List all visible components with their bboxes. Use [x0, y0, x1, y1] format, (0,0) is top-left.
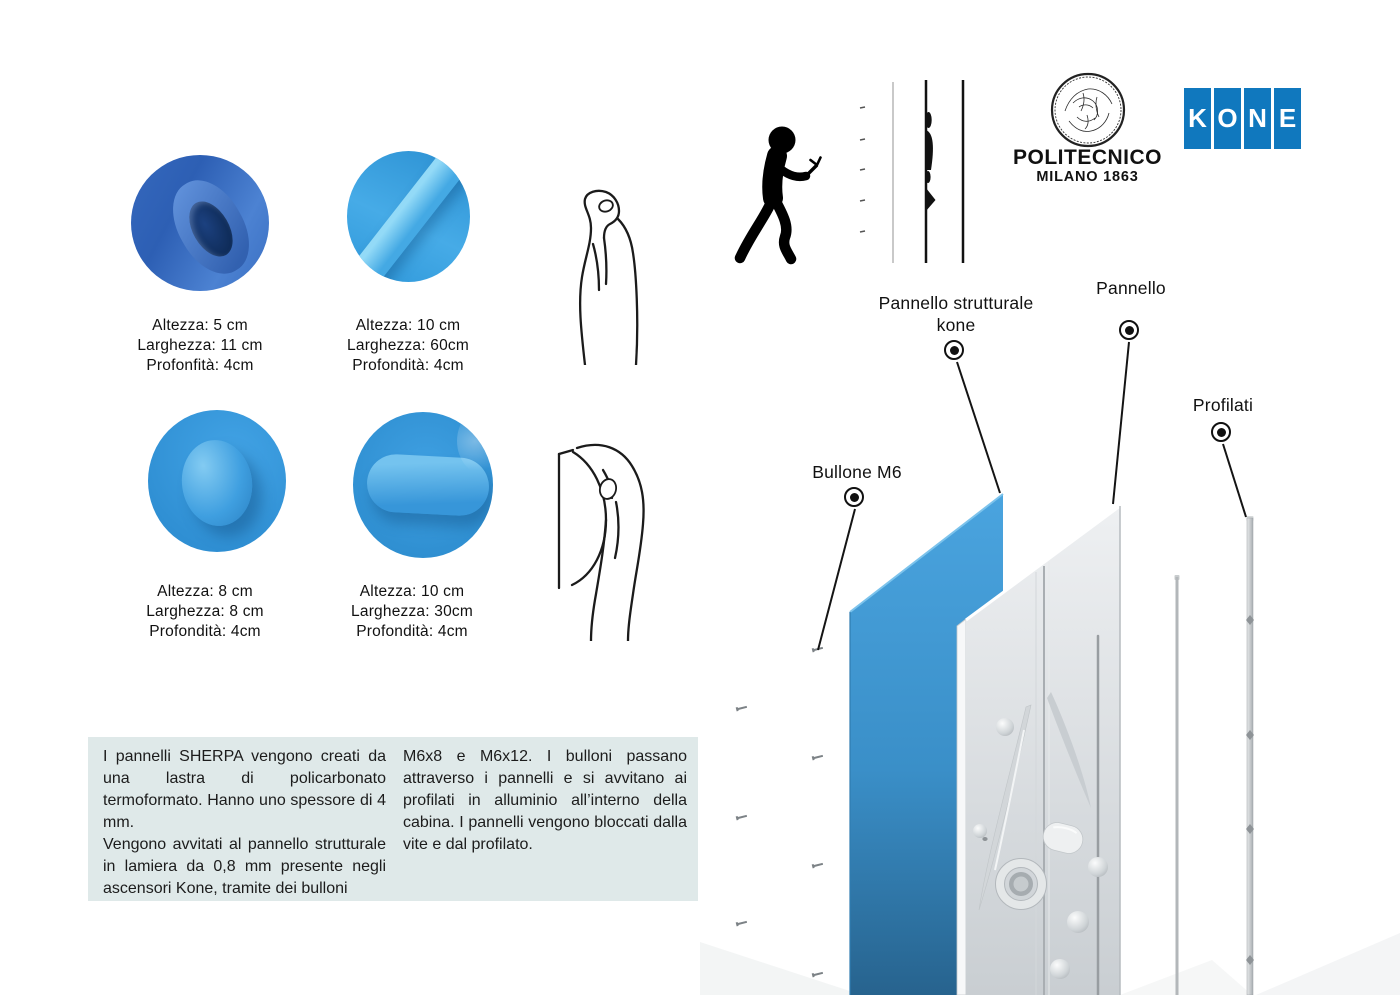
spec-line: Larghezza: 60cm: [347, 337, 469, 354]
description-box: [88, 737, 698, 901]
spec-line: Profonfità: 4cm: [146, 357, 254, 374]
panel-section-drawing: [855, 75, 975, 270]
hand-grip-top-icon: [560, 180, 660, 365]
kone-tile: [1244, 88, 1271, 149]
politecnico-seal-icon: [1049, 71, 1127, 149]
spec-handle-slot: [110, 316, 290, 376]
kone-logo: [1184, 88, 1301, 149]
callout-marker-pannello: [1119, 320, 1139, 340]
render-circle-long-ridge: [347, 151, 470, 282]
profilati-bar: [1246, 516, 1254, 995]
render-circle-handle-slot: [131, 155, 269, 291]
hand-grip-side-icon: [545, 436, 653, 641]
kone-letter: N: [1248, 103, 1267, 133]
callout-marker-strutturale: [944, 340, 964, 360]
callout-marker-bullone: [844, 487, 864, 507]
kone-letter: O: [1217, 103, 1238, 133]
spec-dome: [115, 582, 295, 642]
walking-installer-icon: [733, 118, 823, 268]
callout-label-profilati: Profilati: [1192, 395, 1254, 415]
politecnico-name: POLITECNICO: [1012, 146, 1162, 169]
description-column-2: [403, 746, 687, 856]
spec-line: Larghezza: 11 cm: [137, 337, 263, 354]
callout-label-pannello-strutturale: [868, 292, 1044, 336]
description-paragraph: I pannelli SHERPA vengono creati da una lastra di policarbonato termoformato. Hanno uno spessore di 4 mm.: [103, 748, 386, 831]
callout-label-pannello: Pannello: [1096, 278, 1166, 298]
description-paragraph: M6x8 e M6x12. I bulloni passano attraverso i pannelli e si avvitano ai profilati in alluminio all’interno della cabina. I pannelli vengono bloccati dalla vite e dal profilato.: [403, 748, 687, 853]
spec-line: Altezza: 10 cm: [355, 317, 461, 334]
spec-line: Altezza: 5 cm: [152, 317, 248, 334]
kone-letter: K: [1188, 103, 1207, 133]
m6-bolts: [737, 646, 824, 977]
render-circle-dome: [148, 410, 286, 552]
render-circle-pill: [353, 412, 493, 558]
spec-pill: [322, 582, 502, 642]
kone-tile: [1214, 88, 1241, 149]
callout-label-line: Pannello strutturale: [878, 293, 1034, 313]
spec-line: Profondità: 4cm: [356, 623, 468, 640]
kone-tile: [1274, 88, 1301, 149]
spec-line: Larghezza: 30cm: [351, 603, 473, 620]
politecnico-subtitle: MILANO 1863: [1036, 169, 1139, 185]
spec-line: Altezza: 8 cm: [157, 583, 253, 600]
dome-shape: [176, 436, 257, 531]
kone-letter: E: [1278, 103, 1297, 133]
thin-profile: [1175, 575, 1180, 995]
spec-line: Larghezza: 8 cm: [146, 603, 264, 620]
spec-line: Profondità: 4cm: [149, 623, 261, 640]
description-column-1: [103, 746, 386, 900]
spec-line: Altezza: 10 cm: [359, 583, 465, 600]
callout-label-line: kone: [936, 315, 976, 335]
kone-tile: [1184, 88, 1211, 149]
callout-label-bullone-m6: Bullone M6: [812, 462, 902, 482]
description-paragraph: Vengono avvitati al pannello strutturale in lamiera da 0,8 mm presente negli ascensori Kone, tramite dei bulloni: [103, 836, 386, 897]
callout-marker-profilati: [1211, 422, 1231, 442]
long-ridge-shape: [347, 151, 470, 282]
spec-line: Profondità: 4cm: [352, 357, 464, 374]
spec-long-ridge: [318, 316, 498, 376]
